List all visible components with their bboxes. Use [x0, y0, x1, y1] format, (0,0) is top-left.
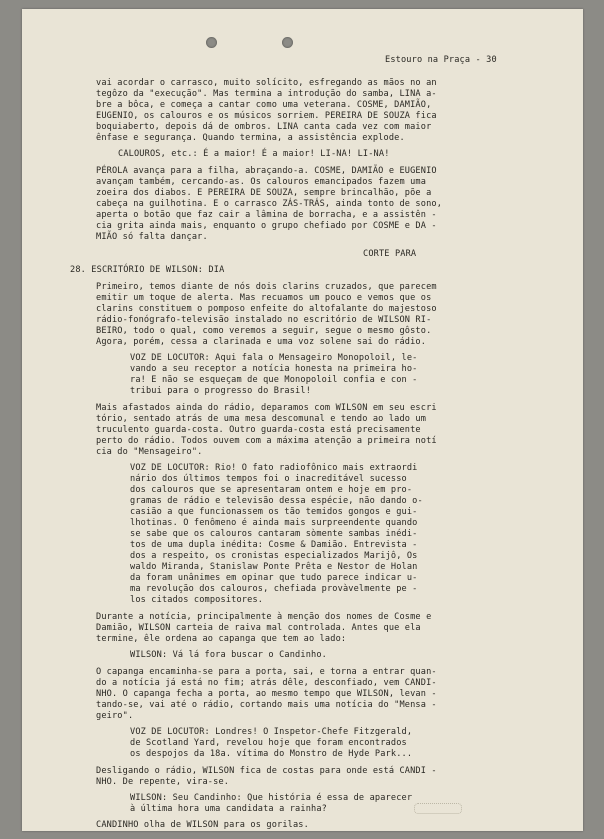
- text-line: avançam também, cercando-as. Os calouros emancipados fazem uma: [96, 177, 427, 187]
- dialogue-line: de Scotland Yard, revelou hoje que foram encontrados: [130, 738, 407, 748]
- text-line: Agora, porém, cessa a clarinada e uma voz solene sai do rádio.: [96, 337, 427, 347]
- text-line: termine, êle ordena ao capanga que tem ao lado:: [96, 634, 347, 644]
- text-line: aperta o botão que faz cair a lâmina de borracha, e a assistên -: [96, 210, 437, 220]
- dialogue-line: ra! E não se esqueçam de que Monopoloil confia e con -: [130, 375, 418, 385]
- text-line: Primeiro, temos diante de nós dois clarins cruzados, que parecem: [96, 282, 437, 292]
- dialogue-line: waldo Miranda, Stanislaw Ponte Prêta e Nestor de Holan: [130, 562, 418, 572]
- text-line: BEIRO, todo o qual, como veremos a seguir, segue o mesmo gôsto.: [96, 326, 432, 336]
- text-line: cia grita ainda mais, enquanto o grupo chefiado por COSME e DA -: [96, 221, 437, 231]
- dialogue-line: tribui para o progresso do Brasil!: [130, 386, 312, 396]
- dialogue-line: VOZ DE LOCUTOR: Rio! O fato radiofônico mais extraordi: [130, 463, 418, 473]
- text-line: zoeira dos diabos. E PEREIRA DE SOUZA, sempre brincalhão, põe a: [96, 188, 432, 198]
- dialogue-line: os despojos da 18a. vítima do Monstro de Hyde Park...: [130, 749, 413, 759]
- text-line: NHO. O capanga fecha a porta, ao mesmo tempo que WILSON, levan -: [96, 689, 437, 699]
- dialogue-line: VOZ DE LOCUTOR: Londres! O Inspetor-Chefe Fitzgerald,: [130, 727, 413, 737]
- dialogue-line: WILSON: Vá lá fora buscar o Candinho.: [130, 650, 327, 660]
- dialogue-line: casião a que funcionassem os tão temidos gongos e gui-: [130, 507, 418, 517]
- text-line: Mais afastados ainda do rádio, deparamos com WILSON em seu escri: [96, 403, 437, 413]
- text-line: clarins constituem o pomposo enfeite do altofalante do majestoso: [96, 304, 437, 314]
- dialogue-line: dos calouros que se apresentaram ontem e hoje em pro-: [130, 485, 413, 495]
- dialogue-line: WILSON: Seu Candinho: Que história é essa de aparecer: [130, 793, 413, 803]
- dialogue-line: nário dos últimos tempos foi o inacreditável sucesso: [130, 474, 407, 484]
- text-line: O capanga encaminha-se para a porta, sai, e torna a entrar quan-: [96, 667, 437, 677]
- text-line: Damião, WILSON carteia de raiva mal controlada. Antes que ela: [96, 623, 421, 633]
- text-line: Durante a notícia, principalmente à menção dos nomes de Cosme e: [96, 612, 432, 622]
- text-line: EUGENIO, os calouros e os músicos sorriem. PEREIRA DE SOUZA fica: [96, 111, 437, 121]
- text-line: cabeça na guilhotina. E o carrasco ZÁS-TRÁS, ainda tonto de sono,: [96, 199, 443, 209]
- dialogue-line: da foram unânimes em opinar que tudo parece indicar u-: [130, 573, 418, 583]
- dialogue-line: lhotinas. O fenômeno é ainda mais surpreendente quando: [130, 518, 418, 528]
- text-line: vai acordar o carrasco, muito solícito, esfregando as mãos no an: [96, 78, 437, 88]
- text-line: MIÃO só falta dançar.: [96, 232, 208, 242]
- text-line: PÉROLA avança para a filha, abraçando-a. COSME, DAMIÃO e EUGENIO: [96, 166, 437, 176]
- text-line: emitir um toque de alerta. Mas recuamos um pouco e vemos que os: [96, 293, 432, 303]
- dialogue-line: los citados compositores.: [130, 595, 264, 605]
- text-line: Desligando o rádio, WILSON fica de costas para onde está CANDI -: [96, 766, 437, 776]
- text-line: rádio-fonógrafo-televisão instalado no escritório de WILSON RI-: [96, 315, 432, 325]
- dialogue-line: tos de uma dupla inédita: Cosme & Damião. Entrevista -: [130, 540, 418, 550]
- text-line: tório, sentado atrás de uma mesa descomunal e tendo ao lado um: [96, 414, 427, 424]
- text-line: tegôzo da "execução". Mas termina a introdução do samba, LINA a-: [96, 89, 437, 99]
- text-line: NHO. De repente, vira-se.: [96, 777, 230, 787]
- dialogue-line: dos a respeito, os cronistas especializados Marijô, Os: [130, 551, 418, 561]
- text-line: bre a bôca, e começa a cantar como uma veterana. COSME, DAMIÃO,: [96, 100, 432, 110]
- transition-label: CORTE PARA: [363, 249, 417, 259]
- text-line: ênfase e segurança. Quando termina, a assistência explode.: [96, 133, 405, 143]
- text-line: do a notícia já está no fim; atrás dêle, desconfiado, vem CANDI-: [96, 678, 437, 688]
- text-line: boquiaberto, depois dá de ombros. LINA canta cada vez com maior: [96, 122, 432, 132]
- dialogue-line: CALOUROS, etc.: É a maior! É a maior! LI-NA! LI-NA!: [118, 149, 390, 159]
- dialogue-line: ma revolução dos calouros, chefiada provàvelmente pe -: [130, 584, 418, 594]
- page-text: [22, 9, 583, 831]
- dialogue-line: à última hora uma candidata a rainha?: [130, 804, 327, 814]
- text-line: tando-se, vai até o rádio, cortando mais uma notícia do "Mensa -: [96, 700, 437, 710]
- dialogue-line: gramas de rádio e televisão dessa espécie, não dando o-: [130, 496, 423, 506]
- scene-heading: 28. ESCRITÓRIO DE WILSON: DIA: [70, 265, 225, 275]
- text-line: CANDINHO olha de WILSON para os gorilas.: [96, 820, 309, 830]
- dialogue-line: se sabe que os calouros cantaram sòmente sambas inédi-: [130, 529, 418, 539]
- dialogue-line: vando a seu receptor a notícia honesta na primeira ho-: [130, 364, 418, 374]
- text-line: perto do rádio. Todos ouvem com a máxima atenção a primeira notí: [96, 436, 437, 446]
- dialogue-line: VOZ DE LOCUTOR: Aqui fala o Mensageiro Monopoloil, le-: [130, 353, 418, 363]
- text-line: geiro".: [96, 711, 134, 721]
- typewritten-page: [22, 9, 583, 831]
- page-header: Estouro na Praça - 30: [385, 55, 497, 65]
- text-line: truculento guarda-costa. Outro guarda-costa está precisamente: [96, 425, 421, 435]
- text-line: cia do "Mensageiro".: [96, 447, 203, 457]
